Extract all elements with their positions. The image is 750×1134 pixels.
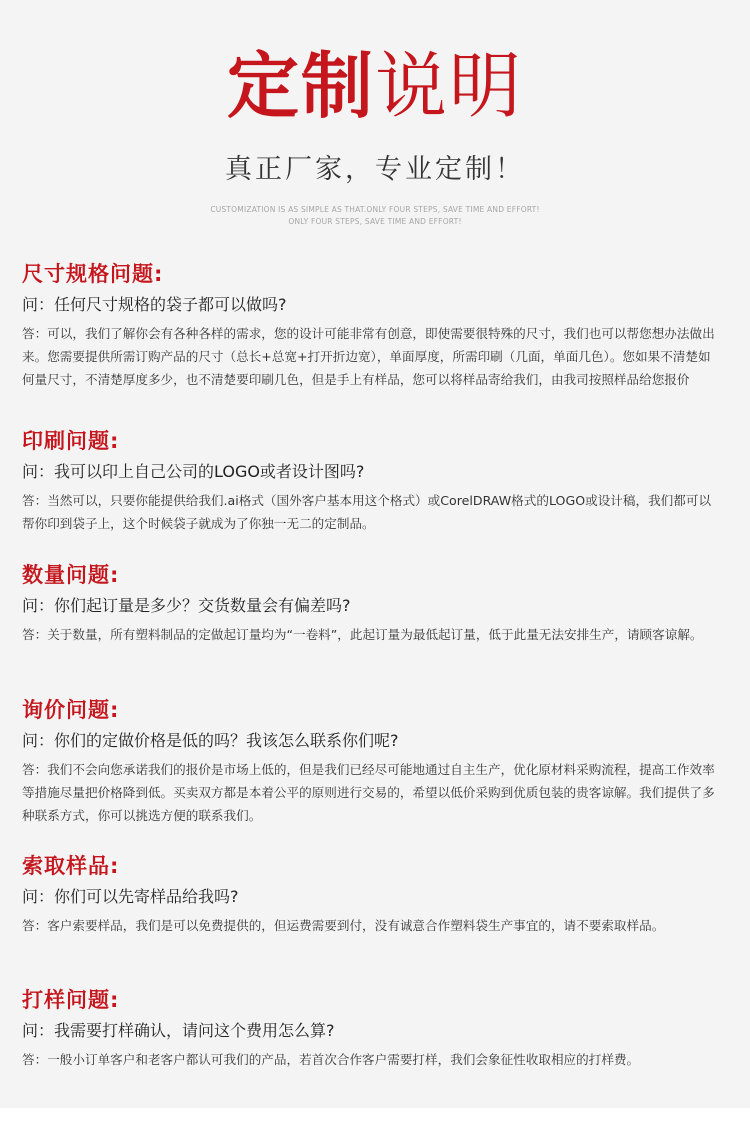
section-heading: 尺寸规格问题: bbox=[22, 262, 164, 286]
tagline bbox=[0, 204, 750, 228]
section-heading: 索取样品: bbox=[22, 854, 120, 878]
page-subtitle: 真正厂家，专业定制！ bbox=[225, 154, 525, 185]
section-question: 问：我需要打样确认，请问这个费用怎么算? bbox=[22, 1021, 335, 1040]
page-title bbox=[0, 44, 750, 128]
section-heading: 询价问题: bbox=[22, 698, 120, 722]
section-question: 问：你们可以先寄样品给我吗? bbox=[22, 887, 239, 906]
section-heading: 打样问题: bbox=[22, 988, 120, 1012]
faq-section-printing bbox=[22, 427, 720, 535]
tagline-line-2: ONLY FOUR STEPS, SAVE TIME AND EFFORT! bbox=[288, 217, 462, 226]
faq-section-samples bbox=[22, 852, 720, 937]
tagline-line-1: CUSTOMIZATION IS AS SIMPLE AS THAT.ONLY FOUR STEPS, SAVE TIME AND EFFORT! bbox=[210, 205, 540, 214]
section-answer: 答：我们不会向您承诺我们的报价是市场上低的，但是我们已经尽可能地通过自主生产，优化原材料采购流程，提高工作效率等措施尽量把价格降到低。买卖双方都是本着公平的原则进行交易的，希望以低价采购到优质包装的贵客谅解。我们提供了多种联系方式，你可以挑选方便的联系我们。 bbox=[22, 762, 715, 823]
faq-section-quantity bbox=[22, 561, 720, 646]
section-heading: 印刷问题: bbox=[22, 429, 120, 453]
section-question: 问：你们的定做价格是低的吗？我该怎么联系你们呢? bbox=[22, 731, 399, 750]
footer-strip bbox=[0, 1108, 750, 1134]
section-answer: 答：一般小订单客户和老客户都认可我们的产品，若首次合作客户需要打样，我们会象征性收取相应的打样费。 bbox=[22, 1052, 640, 1067]
section-question: 问：任何尺寸规格的袋子都可以做吗? bbox=[22, 295, 287, 314]
section-answer: 答：客户索要样品，我们是可以免费提供的，但运费需要到付，没有诚意合作塑料袋生产事宜的，请不要索取样品。 bbox=[22, 918, 665, 933]
faq-section-pricing bbox=[22, 696, 720, 827]
section-heading: 数量问题: bbox=[22, 563, 120, 587]
section-question: 问：你们起订量是多少？交货数量会有偏差吗? bbox=[22, 596, 351, 615]
faq-section-size bbox=[22, 260, 720, 391]
faq-section-proofing bbox=[22, 986, 720, 1071]
section-answer: 答：可以，我们了解你会有各种各样的需求，您的设计可能非常有创意，即使需要很特殊的尺寸，我们也可以帮您想办法做出来。您需要提供所需订购产品的尺寸（总长+总宽+打开折边宽），单面厚度，所需印刷（几面，单面几色）。您如果不清楚如何量尺寸，不清楚厚度多少，也不清楚要印刷几色，但是手上有样品，您可以将样品寄给我们，由我司按照样品给您报价 bbox=[22, 326, 715, 387]
page-title-bold: 定制 bbox=[226, 44, 375, 128]
page-title-light: 说明 bbox=[375, 44, 524, 128]
section-answer: 答：关于数量，所有塑料制品的定做起订量均为“一卷料”，此起订量为最低起订量，低于此量无法安排生产，请顾客谅解。 bbox=[22, 627, 703, 642]
section-question: 问：我可以印上自己公司的LOGO或者设计图吗? bbox=[22, 462, 365, 481]
page-header bbox=[0, 0, 750, 228]
section-answer: 答：当然可以，只要你能提供给我们.ai格式（国外客户基本用这个格式）或CorelDRAW格式的LOGO或设计稿，我们都可以帮你印到袋子上，这个时候袋子就成为了你独一无二的定制品。 bbox=[22, 493, 712, 531]
